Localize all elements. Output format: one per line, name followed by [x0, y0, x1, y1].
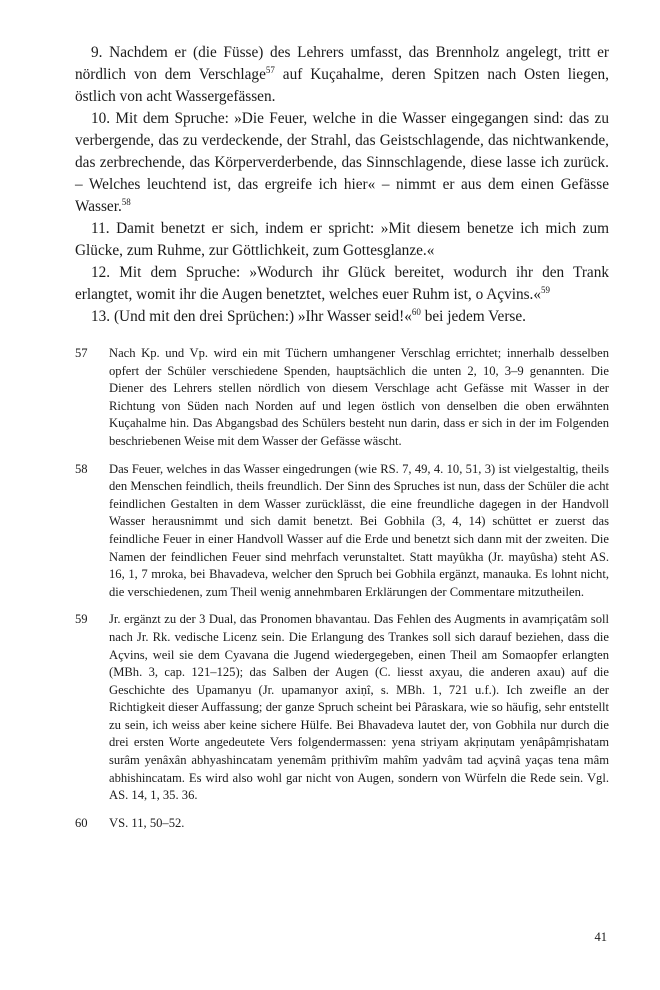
footnote-ref-59[interactable]: 59 — [541, 284, 551, 295]
footnote-ref-57[interactable]: 57 — [265, 64, 275, 75]
footnotes — [75, 345, 609, 842]
footnote-ref-58[interactable]: 58 — [121, 196, 131, 207]
footnote-ref-60[interactable]: 60 — [411, 306, 421, 317]
footnote-text: Nach Kp. und Vp. wird ein mit Tüchern umhangener Verschlag errichtet; innerhalb desselben opfert der Schüler verschiedene Spenden, hauptsächlich die unten 2, 10, 3–9 genannten. Die Diener des Lehrers stellen nördlich von diesem Verschlage acht Gefässe mit Wasser in der Richtung von Süden nach Norden auf und legen östlich von denselben die oben erwähnten Kuçahalme hin. Das Abgangsbad des Schülers besteht nun darin, dass er sich in der im Folgenden beschriebenen Weise mit dem Wasser der Gefässe wäscht. — [109, 346, 609, 448]
footnote-number: 57 — [75, 346, 88, 360]
footnote-number: 60 — [75, 815, 88, 830]
paragraph-9: 9. Nachdem er (die Füsse) des Lehrers umfasst, das Brennholz angelegt, tritt er nördlich von dem Verschlage$^{57}$ auf Kuçahalme, deren Spitzen nach Osten liegen, östlich von acht Wassergefässen. — [75, 44, 609, 105]
footnote-text: Jr. ergänzt zu der 3 Dual, das Pronomen bhavantau. Das Fehlen des Augments in avamṛiçatâm soll nach Jr. Rk. vedische Licenz sein. Die Erlangung des Trankes soll sich darauf beziehen, dass die Açvins, weil sie dem Cyavana die Jugend wiedergegeben, einen Theil am Somaopfer erlangten (MBh. 3, cap. 121–125); das Salben der Augen (C. liesst axyau, die anderen axau) auf die Geschichte des Upamanyu (Jr. upamanyor axiṇî, s. MBh. 1, 721 u.f.). Ich zweifle an der Richtigkeit dieser Auffassung; der ganze Spruch scheint bei Pâraskara, wie so häufig, sehr entstellt zu sein, ich weiss aber keine sichere Hülfe. Bei Bhavadeva lautet der, von Gobhila nur durch die drei ersten Worte angedeutete Vers folgendermassen: yena striyam akṛiṇutam yenâpâmṛishatam surâm yenâxân abhyashincatam yenemâm pṛithivîm mahîm yadvâm tad açvinâ yaças tena mâm abhishincatam. Es wird also wohl gar nicht von Augen, sondern von Würfeln die Rede sein. Vgl. AS. 14, 1, 35. 36. — [109, 612, 609, 803]
footnote-60 — [75, 815, 609, 833]
paragraph-13: 13. (Und mit den drei Sprüchen:) »Ihr Wasser seid!«$^{60}$ bei jedem Verse. — [91, 306, 526, 325]
page-number: 41 — [594, 930, 607, 944]
paragraph-11: 11. Damit benetzt er sich, indem er spricht: »Mit diesem benetze ich mich zum Glücke, zum Ruhme, zur Göttlichkeit, zum Gottesglanze.« — [75, 220, 609, 259]
footnote-text: VS. 11, 50–52. — [109, 815, 185, 830]
footnote-58 — [75, 461, 609, 602]
footnote-number: 58 — [75, 461, 88, 476]
footnote-57 — [75, 345, 609, 451]
paragraph-12: 12. Mit dem Spruche: »Wodurch ihr Glück bereitet, wodurch ihr den Trank erlangtet, womit ihr die Augen benetztet, welches euer Ruhm ist, o Açvins.«$^{59}$ — [75, 264, 609, 303]
paragraph-10: 10. Mit dem Spruche: »Die Feuer, welche in die Wasser eingegangen sind: das zu verbergende, das zu verdeckende, der Strahl, das Geistschlagende, das nichtwankende, das zerbrechende, das Körperverderbende, das Sinnschlagende, diese lasse ich zurück. – Welches leuchtend ist, das ergreife ich hier« – nimmt er aus dem einen Gefässe Wasser.$^{58}$ — [75, 110, 609, 215]
footnote-59 — [75, 611, 609, 805]
footnote-number: 59 — [75, 612, 88, 627]
main-text — [75, 42, 609, 328]
footnote-text: Das Feuer, welches in das Wasser eingedrungen (wie RS. 7, 49, 4. 10, 51, 3) ist vielgestaltig, theils den Menschen feindlich, theils freundlich. Der Sinn des Spruches ist nun, dass der Schüler die acht feindlichen Gestalten in dem Wasser zurücklässt, die eine freundliche dagegen in der Handvoll Wasser herausnimmt und sich damit benetzt. Bei Gobhila (3, 4, 14) schüttet er zuerst das feindliche Feuer in einer Handvoll Wasser auf die Erde und benetzt sich dann mit der zweiten. Die Namen der feindlichen Feuer sind mehrfach verunstaltet. Statt mayûkha (Jr. mayûsha) steht AS. 16, 1, 7 mroka, bei Bhavadeva, welcher den Spruch bei Gobhila ergänzt, manauka. Es lohnt nicht, die verschiedenen, zum Theil wenig annehmbaren Erklärungen der Commentare mitzutheilen. — [109, 461, 609, 599]
